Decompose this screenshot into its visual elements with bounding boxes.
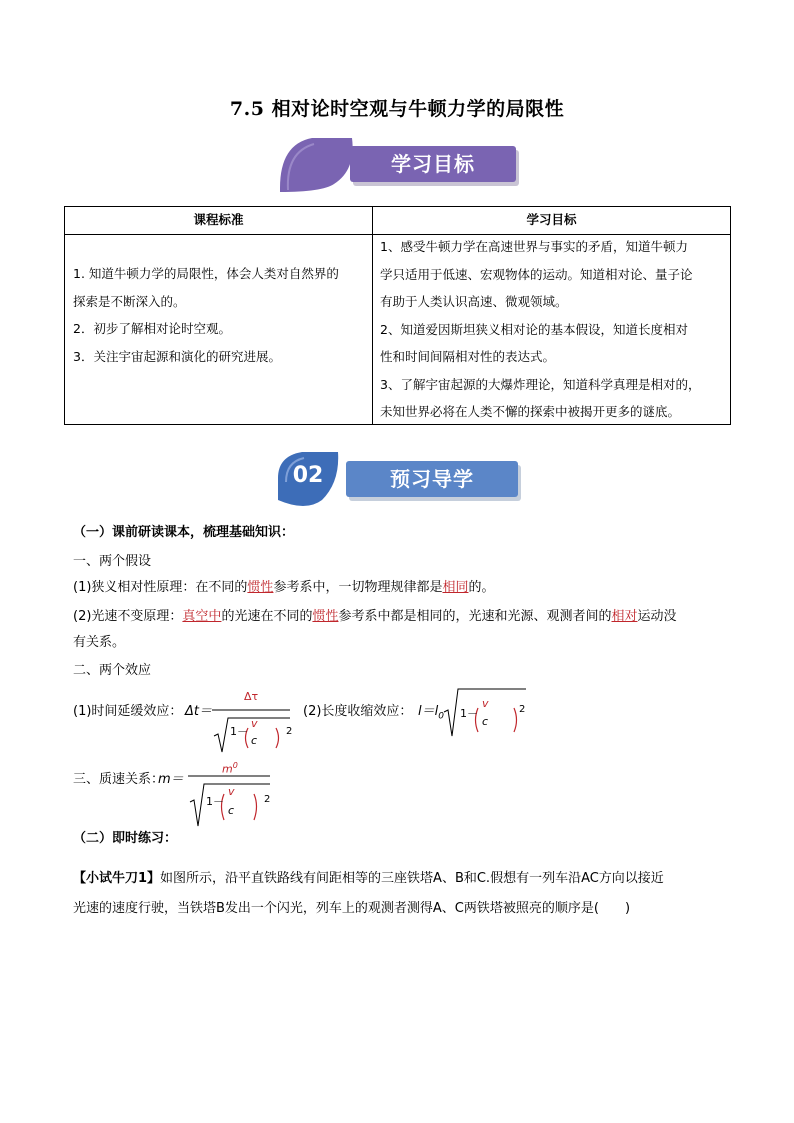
list-item: 性和时间间隔相对性的表达式。	[380, 349, 556, 364]
mass-velocity-lhs: m＝	[158, 772, 184, 787]
light-speed-c: c	[251, 734, 258, 747]
list-item: 未知世界必将在人类不懈的探索中被揭开更多的谜底。	[380, 404, 681, 419]
exponent: 2	[286, 726, 293, 737]
section-banner-preview-guide: 预习导学	[346, 461, 518, 497]
exponent: 2	[519, 704, 526, 715]
keyword: 相同	[442, 580, 469, 595]
keyword: 相对	[611, 609, 638, 624]
formula-numerator: $m^0$	[222, 761, 238, 776]
principle-light-speed: (2)光速不变原理：真空中的光速在不同的惯性参考系中都是相同的，光速和光源、观测者间的相对运动没	[73, 609, 677, 624]
exponent: 2	[264, 794, 271, 805]
effect-time-dilation-lhs: Δt＝	[185, 704, 212, 719]
list-item: 1. 知道牛顿力学的局限性，体会人类对自然界的	[73, 266, 339, 281]
table-header-learning-goals: 学习目标	[526, 212, 577, 227]
light-speed-c: c	[228, 804, 235, 817]
table-divider-vertical	[372, 207, 373, 424]
formula-numerator: Δτ	[244, 690, 259, 703]
list-item: 学只适用于低速、宏观物体的运动。知道相对论、量子论	[380, 266, 693, 282]
section-banner-learning-goals: 学习目标	[350, 146, 516, 182]
section-number: 02	[292, 463, 324, 488]
list-item: 3．关注宇宙起源和演化的研究进展。	[73, 348, 281, 364]
radical-term: 1－	[206, 795, 224, 808]
section-badge-icon	[276, 134, 358, 196]
velocity-v: v	[251, 717, 258, 730]
keyword: 惯性	[247, 580, 274, 595]
radical-term: 1－	[460, 707, 478, 720]
table-header-course-standard: 课程标准	[193, 212, 244, 227]
table-cell-learning-goals	[380, 233, 730, 426]
part-title: 一、两个假设	[73, 554, 152, 569]
part-title: 二、两个效应	[73, 663, 152, 678]
keyword: 真空中	[182, 609, 222, 624]
list-item: 探索是不断深入的。	[73, 293, 186, 309]
principle-light-speed-cont: 有关系。	[73, 635, 126, 650]
principle-relativity: (1)狭义相对性原理：在不同的惯性参考系中，一切物理规律都是相同的。	[73, 580, 495, 595]
section-heading: （一）课前研读课本，梳理基础知识：	[73, 525, 295, 540]
light-speed-c: c	[482, 715, 489, 728]
exercise-tag: 【小试牛刀1】	[73, 871, 161, 886]
velocity-v: v	[482, 697, 489, 710]
radical-term: 1－	[230, 725, 248, 738]
list-item: 3、了解宇宙起源的大爆炸理论，知道科学真理是相对的，	[380, 376, 701, 392]
keyword: 惯性	[312, 609, 339, 624]
page-title: 7.5 相对论时空观与牛顿力学的局限性	[229, 98, 565, 120]
effect-length-contraction-label: (2)长度收缩效应：	[303, 704, 413, 719]
list-item: 1、感受牛顿力学在高速世界与事实的矛盾，知道牛顿力	[380, 239, 688, 254]
list-item: 2、知道爱因斯坦狭义相对论的基本假设，知道长度相对	[380, 321, 688, 337]
mass-velocity-label: 三、质速关系：	[73, 772, 165, 787]
table-cell-course-standard	[73, 260, 371, 370]
list-item: 2．初步了解相对论时空观。	[73, 321, 231, 336]
velocity-v: v	[228, 785, 235, 798]
exercise-line-2: 光速的速度行驶，当铁塔B发出一个闪光，列车上的观测者测得A、C两铁塔被照亮的顺序是( )	[73, 901, 631, 916]
list-item: 有助于人类认识高速、微观领域。	[380, 294, 568, 309]
exercise-line-1: 【小试牛刀1】如图所示，沿平直铁路线有间距相等的三座铁塔A、B和C.假想有一列车沿AC方向以接近	[73, 871, 664, 886]
effect-time-dilation-label: (1)时间延缓效应：	[73, 704, 183, 719]
effect-length-contraction-lhs: $l=l_0$	[418, 704, 444, 722]
section-heading: （二）即时练习：	[73, 831, 178, 846]
goals-table	[64, 206, 731, 425]
